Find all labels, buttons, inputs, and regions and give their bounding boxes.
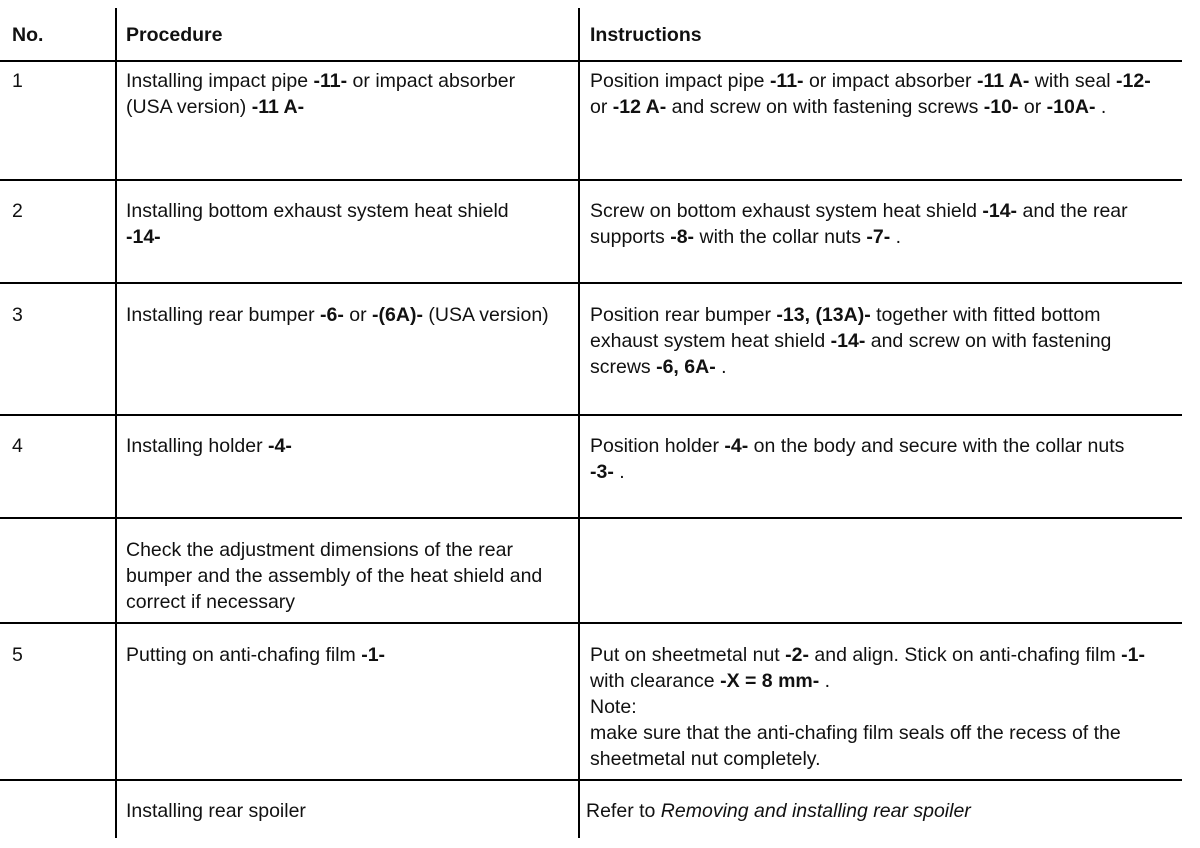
row-4-instructions: Position holder -4- on the body and secure with the collar nuts -3- . (590, 435, 1125, 483)
row-5-no: 5 (12, 644, 23, 666)
row-rule-5 (0, 622, 1182, 624)
row-check-procedure: Check the adjustment dimensions of the rear bumper and the assembly of the heat shield and correct if necessary (126, 539, 543, 613)
row-1-procedure: Installing impact pipe -11- or impact absorber (USA version) -11 A- (126, 70, 516, 118)
header-instructions: Instructions (590, 24, 702, 46)
row-rule-3 (0, 414, 1182, 416)
row-2-instructions: Screw on bottom exhaust system heat shield -14- and the rear supports -8- with the collar nuts -7- . (590, 200, 1128, 248)
header-procedure: Procedure (126, 24, 223, 46)
row-4-procedure: Installing holder -4- (126, 435, 292, 457)
row-rule-2 (0, 282, 1182, 284)
row-spoiler-instructions: Refer to Removing and installing rear spoiler (586, 800, 971, 822)
spoiler-reference-link[interactable]: Removing and installing rear spoiler (660, 800, 971, 822)
row-3-no: 3 (12, 304, 23, 326)
row-rule-4 (0, 517, 1182, 519)
row-4-no: 4 (12, 435, 23, 457)
row-5-procedure: Putting on anti-chafing film -1- (126, 644, 386, 666)
row-2-procedure: Installing bottom exhaust system heat shield -14- (126, 200, 509, 248)
column-divider-1 (115, 8, 117, 838)
header-rule (0, 60, 1182, 62)
column-divider-2 (578, 8, 580, 838)
row-3-instructions: Position rear bumper -13, (13A)- together with fitted bottom exhaust system heat shield -14- and screw on with fastening screws -6, 6A- . (590, 304, 1112, 378)
note-label: Note: (590, 696, 637, 718)
row-3-procedure: Installing rear bumper -6- or -(6A)- (USA version) (126, 304, 549, 326)
row-rule-6 (0, 779, 1182, 781)
row-spoiler-procedure: Installing rear spoiler (126, 800, 306, 822)
note-text: make sure that the anti-chafing film seals off the recess of the sheetmetal nut completely. (590, 722, 1121, 770)
row-rule-1 (0, 179, 1182, 181)
row-1-no: 1 (12, 70, 23, 92)
header-no: No. (12, 24, 44, 46)
row-1-instructions: Position impact pipe -11- or impact absorber -11 A- with seal -12- or -12 A- and screw on with fastening screws -10- or -10A- . (590, 70, 1151, 118)
row-2-no: 2 (12, 200, 23, 222)
row-5-instructions: Put on sheetmetal nut -2- and align. Stick on anti-chafing film -1- with clearance -X = 8 mm- . Note: make sure that the anti-chafing film seals off the recess of the sheetmetal nut completely. (590, 644, 1145, 770)
